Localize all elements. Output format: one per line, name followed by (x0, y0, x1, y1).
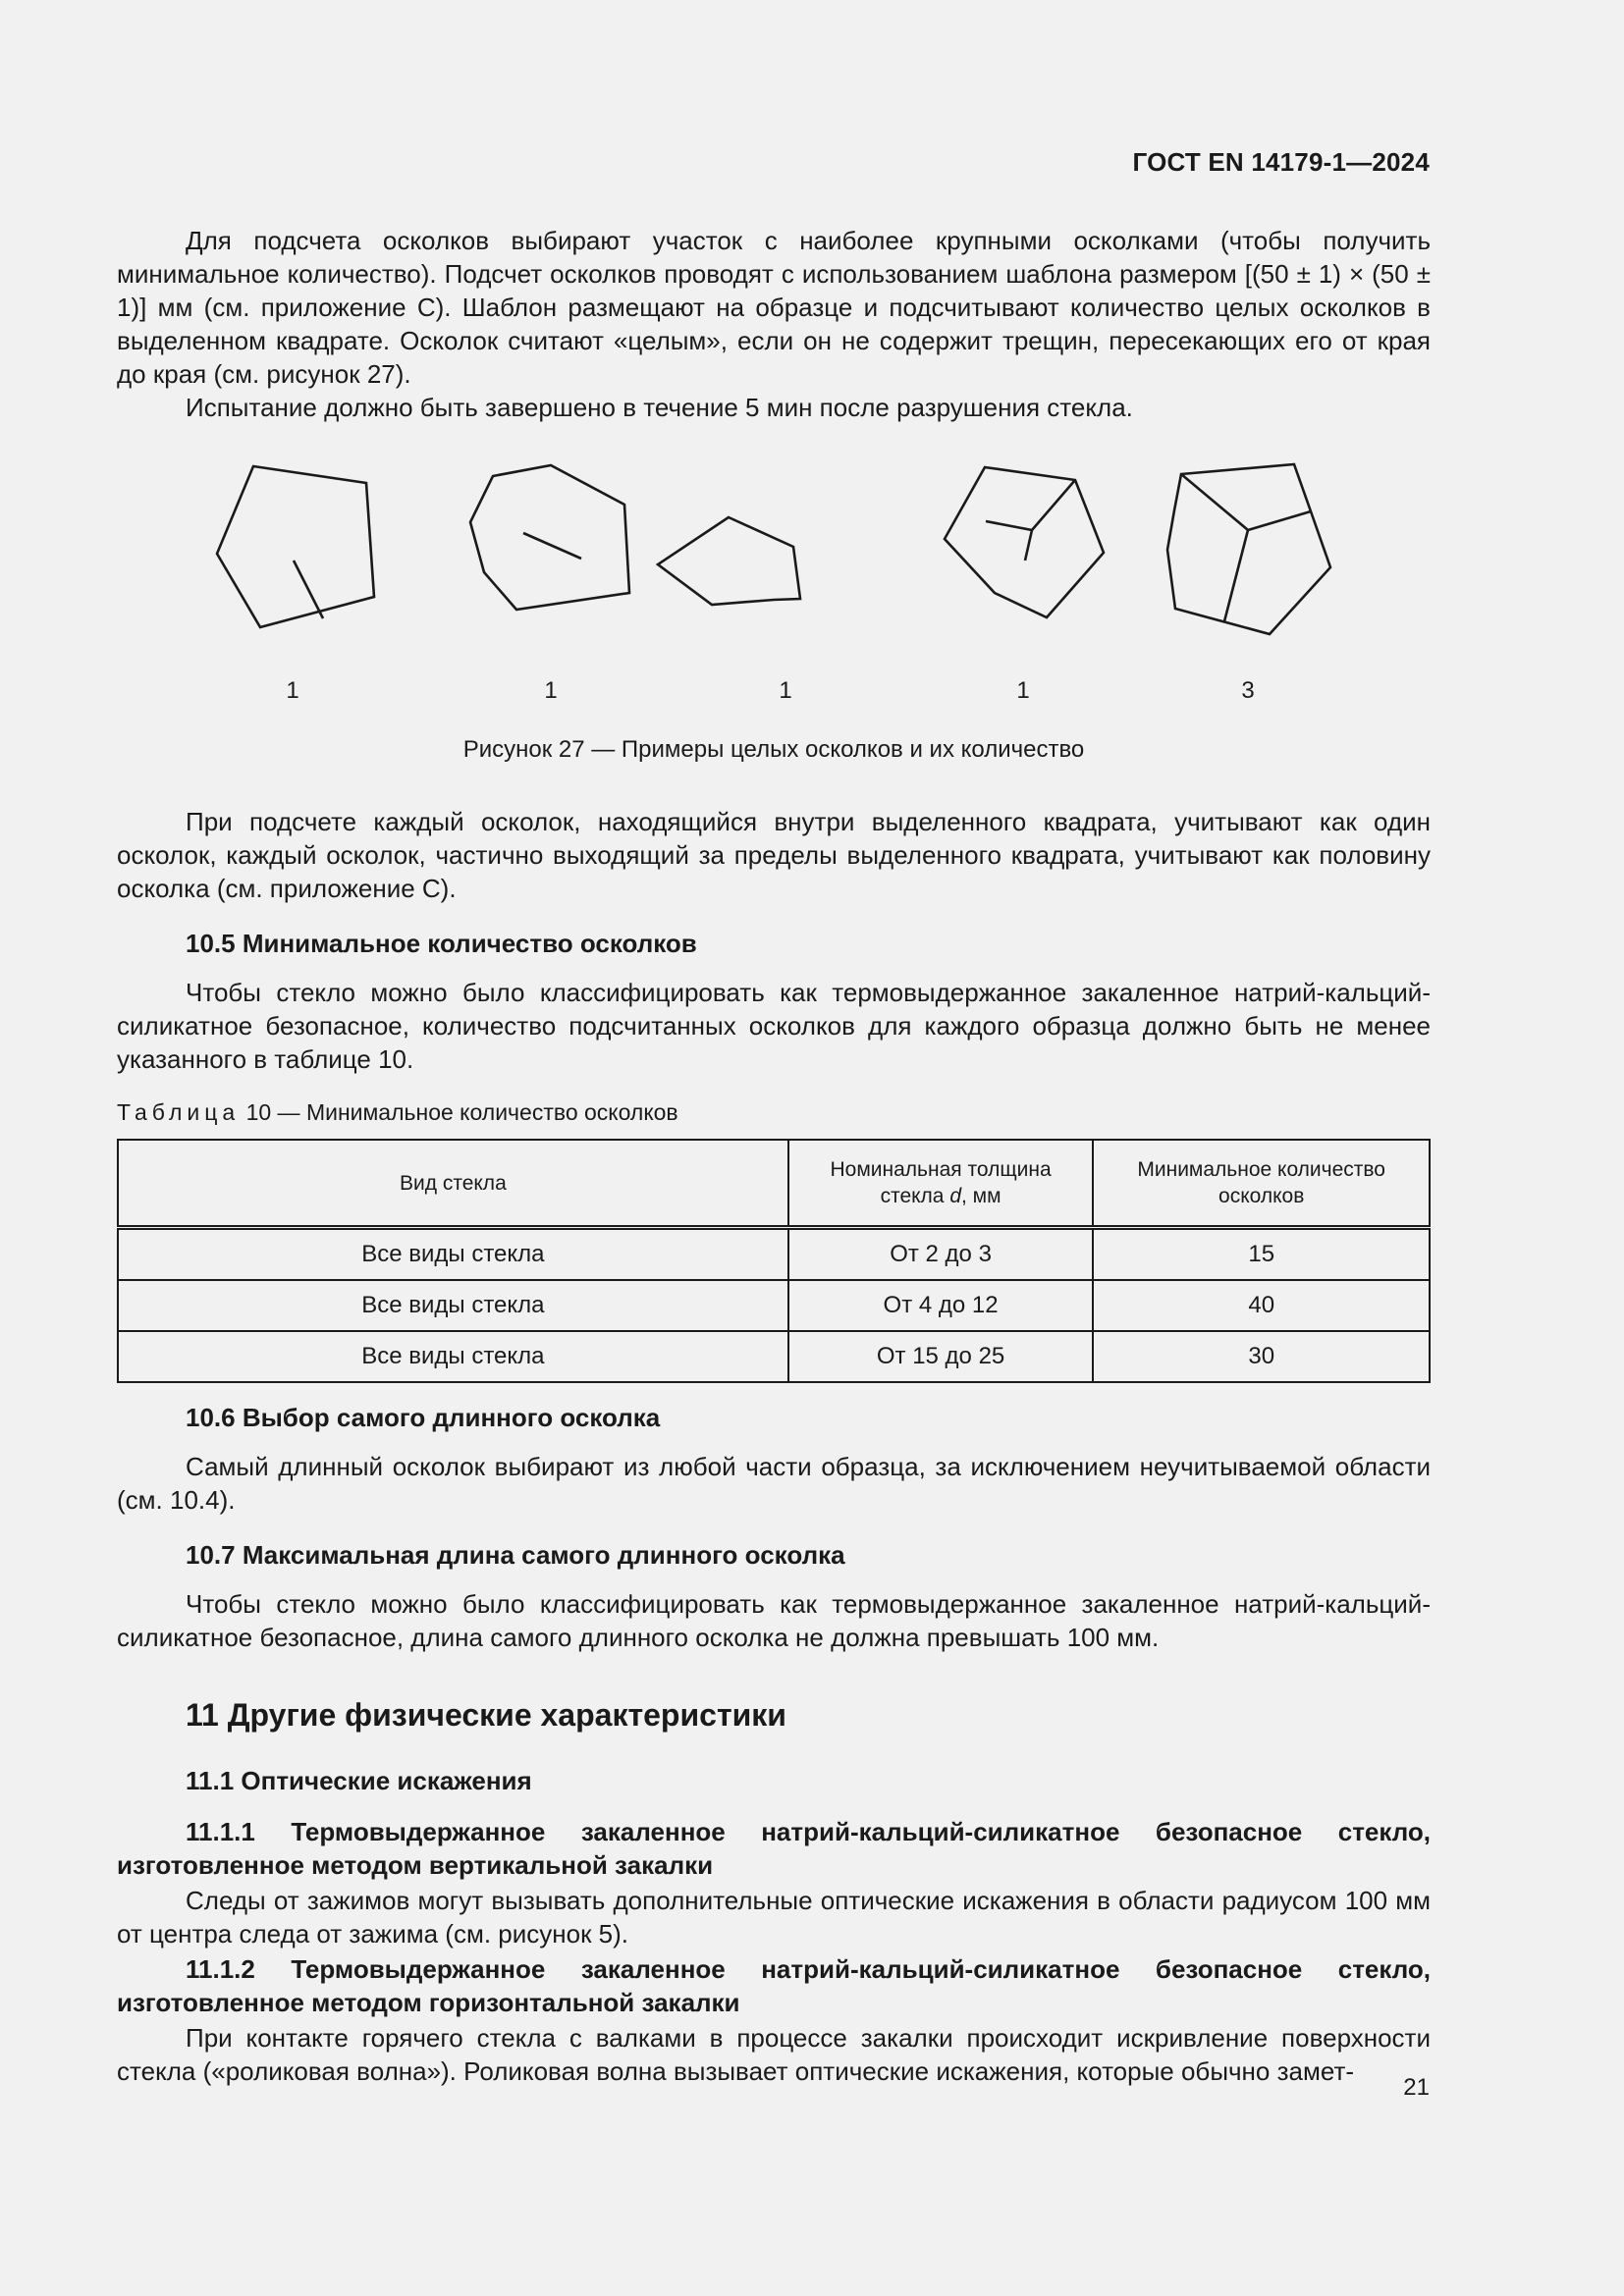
fragment-4-count: 1 (1016, 677, 1030, 704)
cell-glass-type: Все виды стекла (118, 1228, 788, 1281)
header-min-count-line1: Минимальное количество (1137, 1158, 1385, 1181)
figure-caption: Рисунок 27 — Примеры целых осколков и их количество (462, 736, 1085, 763)
fragment-1-count: 1 (286, 677, 299, 704)
cell-min-count: 40 (1093, 1280, 1430, 1331)
fragment-2 (470, 465, 629, 610)
header-glass-type: Вид стекла (118, 1140, 788, 1228)
fragment-5-count: 3 (1241, 677, 1255, 704)
figure-27 (117, 446, 1431, 779)
section-11-1-title: 11.1 Оптические искажения (186, 1766, 532, 1795)
page-content (117, 224, 1431, 2088)
section-11-1-1-paragraph: Следы от зажимов могут вызывать дополнительные оптические искажения в области радиусом 100 мм от центра следа от зажима (см. рисунок 5). (117, 1886, 1431, 1949)
cell-thickness: От 2 до 3 (788, 1228, 1094, 1281)
header-thickness (788, 1140, 1094, 1228)
header-min-count (1093, 1140, 1430, 1228)
table-label: Таблица (117, 1099, 241, 1125)
cell-thickness: От 15 до 25 (788, 1331, 1094, 1382)
table-row (118, 1228, 1430, 1281)
fragment-3-count: 1 (779, 677, 792, 704)
section-11-1-1-title: 11.1.1 Термовыдержанное закаленное натрий-кальций-силикатное безопасное стекло, изготовленное методом вертикальной закалки (117, 1817, 1431, 1880)
fragment-1 (217, 466, 374, 627)
fragment-4 (945, 467, 1104, 617)
cell-glass-type: Все виды стекла (118, 1331, 788, 1382)
table-title-text: 10 — Минимальное количество осколков (245, 1099, 678, 1125)
cell-thickness: От 4 до 12 (788, 1280, 1094, 1331)
header-thickness-var: d (949, 1185, 962, 1207)
intro-paragraph-2: Испытание должно быть завершено в течение 5 мин после разрушения стекла. (186, 393, 1133, 422)
section-11-1-2-title: 11.1.2 Термовыдержанное закаленное натрий-кальций-силикатное безопасное стекло, изготовленное методом горизонтальной закалки (117, 1954, 1431, 2017)
section-11-1-2-paragraph: При контакте горячего стекла с валками в процессе закалки происходит искривление поверхности стекла («роликовая волна»). Роликовая волна вызывает оптические искажения, которые обычно замет- (117, 2023, 1431, 2086)
cell-min-count: 30 (1093, 1331, 1430, 1382)
table-header-row (118, 1140, 1430, 1228)
fragment-2-count: 1 (544, 677, 558, 704)
section-10-6-paragraph: Самый длинный осколок выбирают из любой части образца, за исключением неучитываемой области (см. 10.4). (117, 1452, 1431, 1515)
header-min-count-line2: осколков (1218, 1185, 1305, 1207)
section-11-title: 11 Другие физические характеристики (186, 1697, 786, 1733)
section-10-6-title: 10.6 Выбор самого длинного осколка (186, 1403, 661, 1432)
fragments-illustration (117, 446, 1431, 671)
header-thickness-unit: , мм (961, 1185, 1001, 1207)
header-thickness-line1: Номинальная толщина (830, 1158, 1052, 1181)
cell-glass-type: Все виды стекла (118, 1280, 788, 1331)
section-10-7-title: 10.7 Максимальная длина самого длинного осколка (186, 1540, 845, 1570)
fragment-5 (1167, 464, 1330, 634)
table-10-title (117, 1097, 1431, 1127)
table-10 (117, 1139, 1431, 1383)
section-10-5-title: 10.5 Минимальное количество осколков (186, 929, 697, 958)
section-10-5-paragraph: Чтобы стекло можно было классифицировать как термовыдержанное закаленное натрий-кальций-силикатное безопасное, количество подсчитанных осколков для каждого образца должно быть не менее указанного в таблице 10. (117, 978, 1431, 1074)
section-10-7-paragraph: Чтобы стекло можно было классифицировать как термовыдержанное закаленное натрий-кальций-силикатное безопасное, длина самого длинного осколка не должна превышать 100 мм. (117, 1589, 1431, 1652)
cell-min-count: 15 (1093, 1228, 1430, 1281)
fragment-3 (658, 517, 800, 605)
intro-paragraph-1: Для подсчета осколков выбирают участок с наиболее крупными осколками (чтобы получить минимальное количество). Подсчет осколков проводят с использованием шаблона размером [(50 ± 1) × (50 ± 1)] мм (см. приложение С). Шаблон размещают на образце и подсчитывают количество целых осколков в выделенном квадрате. Осколок считают «целым», если он не содержит трещин, пересекающих его от края до края (см. рисунок 27). (117, 226, 1431, 389)
after-figure-paragraph: При подсчете каждый осколок, находящийся внутри выделенного квадрата, учитывают как один осколок, каждый осколок, частично выходящий за пределы выделенного квадрата, учитывают как половину осколка (см. приложение С). (117, 807, 1431, 903)
document-id-header: ГОСТ EN 14179-1—2024 (1132, 147, 1430, 177)
header-thickness-line2-a: стекла (880, 1185, 945, 1207)
table-row (118, 1280, 1430, 1331)
page-number: 21 (1403, 2074, 1430, 2101)
table-row (118, 1331, 1430, 1382)
